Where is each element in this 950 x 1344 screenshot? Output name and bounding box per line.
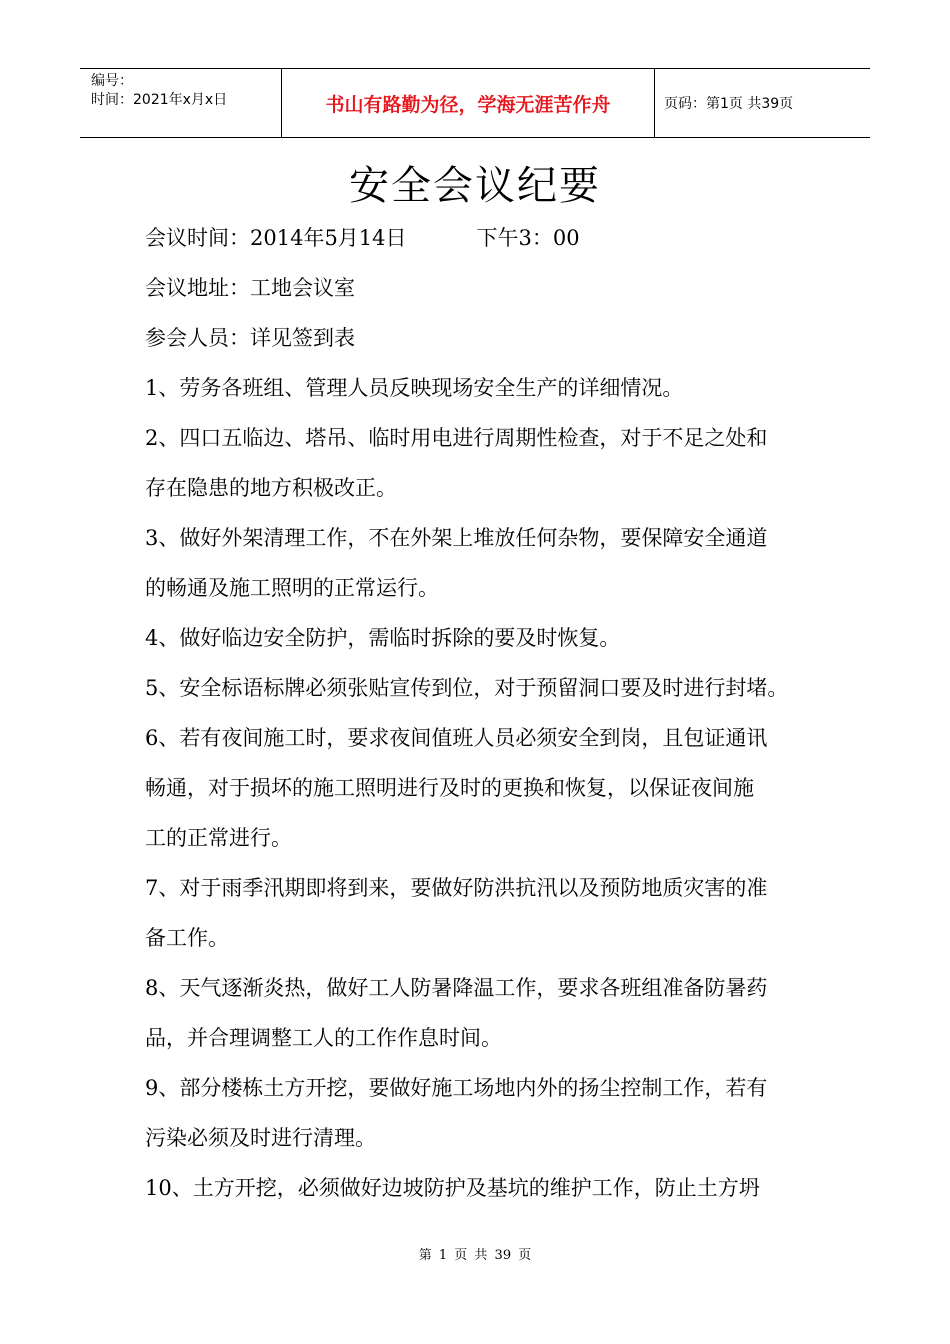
body-line: 7、对于雨季汛期即将到来，要做好防洪抗汛以及预防地质灾害的准 <box>145 876 768 900</box>
body-line: 6、若有夜间施工时，要求夜间值班人员必须安全到岗，且包证通讯 <box>145 726 768 750</box>
body-line: 3、做好外架清理工作，不在外架上堆放任何杂物，要保障安全通道 <box>145 526 768 550</box>
header-motto: 书山有路勤为径，学海无涯苦作舟 <box>282 69 655 137</box>
body-line: 的畅通及施工照明的正常运行。 <box>145 576 439 600</box>
body-line: 1、劳务各班组、管理人员反映现场安全生产的详细情况。 <box>145 376 684 400</box>
document-header <box>80 68 870 138</box>
body-line: 工的正常进行。 <box>145 826 292 850</box>
body-line: 污染必须及时进行清理。 <box>145 1126 376 1150</box>
body-line: 5、安全标语标牌必须张贴宣传到位，对于预留洞口要及时进行封堵。 <box>145 676 789 700</box>
meeting-time-label: 会议时间：2014年5月14日 <box>145 226 407 250</box>
document-body <box>145 213 815 1213</box>
body-line: 畅通，对于损坏的施工照明进行及时的更换和恢复，以保证夜间施 <box>145 776 754 800</box>
header-meta-cell <box>80 69 282 137</box>
body-line: 10、土方开挖，必须做好边坡防护及基坑的维护工作，防止土方坍 <box>145 1176 760 1200</box>
body-line: 品，并合理调整工人的工作作息时间。 <box>145 1026 502 1050</box>
page-title: 安全会议纪要 <box>349 163 601 209</box>
body-line: 2、四口五临边、塔吊、临时用电进行周期性检查，对于不足之处和 <box>145 426 768 450</box>
meeting-time-line <box>145 213 815 263</box>
body-line: 9、部分楼栋土方开挖，要做好施工场地内外的扬尘控制工作，若有 <box>145 1076 768 1100</box>
meeting-time-value: 下午3：00 <box>476 226 580 250</box>
body-line: 8、天气逐渐炎热，做好工人防暑降温工作，要求各班组准备防暑药 <box>145 976 768 1000</box>
meeting-attendees: 参会人员：详见签到表 <box>145 326 355 350</box>
header-page-info: 页码：第1页 共39页 <box>664 96 794 112</box>
date-label: 时间：2021年x月x日 <box>91 92 228 108</box>
number-label: 编号： <box>91 73 133 89</box>
body-line: 4、做好临边安全防护，需临时拆除的要及时恢复。 <box>145 626 621 650</box>
body-line: 存在隐患的地方积极改正。 <box>145 476 397 500</box>
page-footer: 第 1 页 共 39 页 <box>418 1248 532 1263</box>
body-line: 备工作。 <box>145 926 229 950</box>
meeting-location: 会议地址：工地会议室 <box>145 276 355 300</box>
